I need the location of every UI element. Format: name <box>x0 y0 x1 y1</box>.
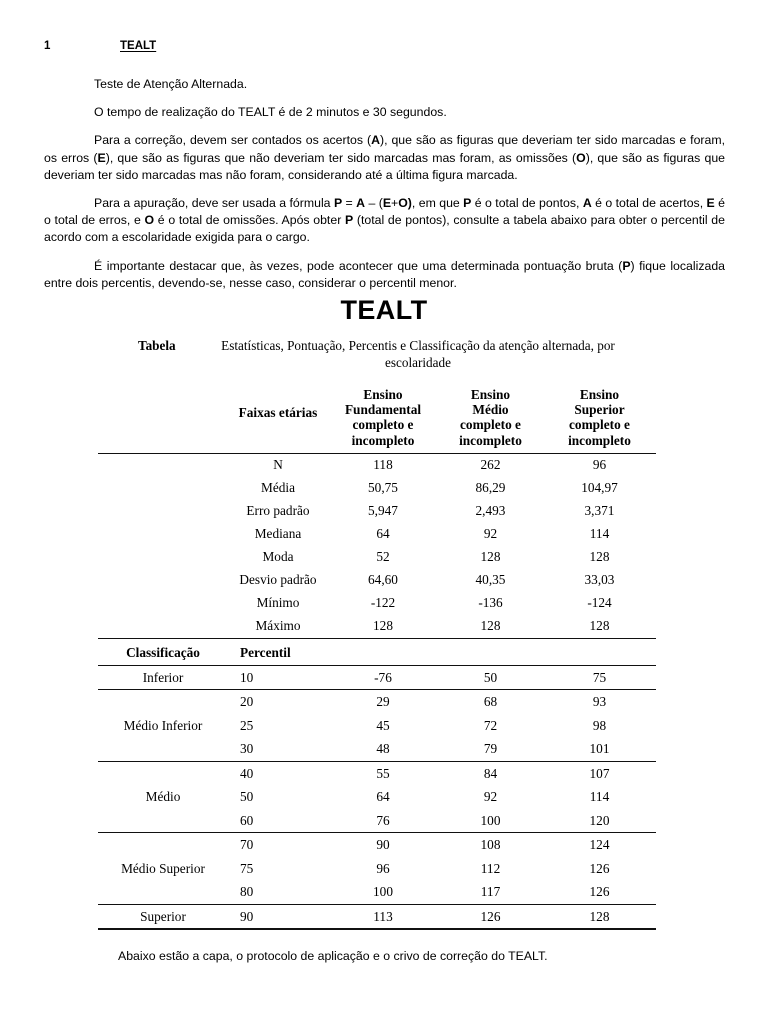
pct-value-fundamental: -76 <box>328 665 438 690</box>
stat-value-superior: 128 <box>589 549 610 565</box>
percentil-value: 75 <box>240 860 254 876</box>
classification-header-row <box>98 638 656 665</box>
stat-label: N <box>228 453 328 477</box>
header-faixas-etarias: Faixas etárias <box>238 405 318 421</box>
page-number: 1 <box>44 40 51 52</box>
table-row <box>98 833 656 857</box>
stat-value-superior: 33,03 <box>584 572 615 588</box>
pct-value-superior: 101 <box>589 741 610 757</box>
pct-value-superior: 107 <box>543 761 656 785</box>
percentil-value: 70 <box>228 833 328 857</box>
pct-value-medio: 92 <box>483 789 498 805</box>
stat-blank <box>98 546 228 569</box>
pct-value-superior: 128 <box>543 904 656 929</box>
stat-label: Mínimo <box>256 595 300 611</box>
header-ensino-medio: Ensino Médio completo e incompleto <box>459 387 522 448</box>
stat-label: Desvio padrão <box>239 572 317 588</box>
classification-label: Médio Superior <box>98 833 228 905</box>
classification-label: Médio <box>98 761 228 833</box>
percentil-value: 40 <box>228 761 328 785</box>
table-row <box>98 500 656 523</box>
stat-label: Moda <box>262 549 294 565</box>
stat-value-fundamental: 128 <box>373 618 393 634</box>
pct-value-superior: 93 <box>543 690 656 714</box>
stat-value-superior: 96 <box>543 453 656 477</box>
stat-blank <box>98 592 228 615</box>
percentil-value: 90 <box>228 904 328 929</box>
classhdr-blank-3 <box>543 638 656 665</box>
paragraph: Para a correção, devem ser contados os acertos (A), que são as figuras que deveriam ter sido marcadas e foram, os erros (E), que são as figuras que não deveriam ter sido marcadas mas foram, as omissões (O), que são as figuras que deveriam ter sido marcadas mas não foram, considerando até a última figura marcada. <box>44 133 726 182</box>
stat-value-medio: 86,29 <box>475 480 506 496</box>
stat-blank <box>98 500 228 523</box>
paragraph: O tempo de realização do TEALT é de 2 minutos e 30 segundos. <box>94 105 447 120</box>
table-row <box>98 477 656 500</box>
stat-value-superior: 128 <box>589 618 610 634</box>
table-row <box>98 546 656 569</box>
stat-value-fundamental: 64,60 <box>368 572 398 588</box>
stat-value-fundamental: 50,75 <box>368 480 398 496</box>
table-row <box>98 665 656 690</box>
pct-value-medio: 100 <box>480 812 501 828</box>
table-row <box>98 592 656 615</box>
pct-value-medio: 68 <box>438 690 543 714</box>
page-title: TEALT <box>340 295 428 325</box>
statistics-table <box>98 381 656 930</box>
pct-value-fundamental: 45 <box>376 717 390 733</box>
pct-value-fundamental: 100 <box>373 884 393 900</box>
pct-value-fundamental: 96 <box>376 860 390 876</box>
pct-value-fundamental: 64 <box>376 789 390 805</box>
pct-value-medio: 112 <box>480 860 501 876</box>
body-paragraphs <box>44 76 725 292</box>
stat-blank <box>98 569 228 592</box>
pct-value-fundamental: 48 <box>376 741 390 757</box>
stat-value-medio: -136 <box>478 595 503 611</box>
pct-value-superior: 124 <box>543 833 656 857</box>
percentil-value: 80 <box>240 884 254 900</box>
stat-value-medio: 2,493 <box>475 503 506 519</box>
pct-value-fundamental: 55 <box>328 761 438 785</box>
document-header <box>44 40 724 58</box>
pct-value-medio: 108 <box>438 833 543 857</box>
pct-value-medio: 84 <box>438 761 543 785</box>
paragraph: É importante destacar que, às vezes, pode acontecer que uma determinada pontuação bruta (P) fique localizada entre dois percentis, devendo-se, nesse caso, considerar o percentil menor. <box>44 258 726 290</box>
stat-value-fundamental: 5,947 <box>368 503 398 519</box>
percentil-value: 30 <box>240 741 254 757</box>
pct-value-fundamental: 90 <box>328 833 438 857</box>
pct-value-medio: 79 <box>483 741 498 757</box>
pct-value-medio: 72 <box>483 717 498 733</box>
stat-label: Erro padrão <box>246 503 310 519</box>
header-ensino-superior: Ensino Superior completo e incompleto <box>568 387 631 448</box>
paragraph: Para a apuração, deve ser usada a fórmula P = A – (E+O), em que P é o total de pontos, A é o total de acertos, E é o total de erros, e O é o total de omissões. Após obter P (total de pontos), consulte a tabela abaixo para obter o percentil de acordo com a escolaridade exigida para o cargo. <box>44 196 726 245</box>
pct-value-medio: 117 <box>480 884 501 900</box>
percentil-value: 20 <box>228 690 328 714</box>
pct-value-superior: 75 <box>543 665 656 690</box>
table-row <box>98 569 656 592</box>
pct-value-superior: 120 <box>589 812 610 828</box>
stat-label: Média <box>261 480 295 496</box>
table-row <box>98 761 656 785</box>
stat-value-fundamental: 64 <box>376 526 390 542</box>
header-ensino-fundamental: Ensino Fundamental completo e incompleto <box>344 387 422 448</box>
stat-value-medio: 262 <box>438 453 543 477</box>
stat-blank <box>98 477 228 500</box>
table-row <box>98 523 656 546</box>
percentil-header: Percentil <box>228 638 328 665</box>
caption-label: Tabela <box>138 338 176 353</box>
stat-blank <box>98 615 228 639</box>
percentil-value: 10 <box>228 665 328 690</box>
classification-label: Inferior <box>98 665 228 690</box>
table-row <box>98 615 656 639</box>
stat-value-superior: 3,371 <box>584 503 615 519</box>
stat-blank <box>98 453 228 477</box>
stat-value-fundamental: 52 <box>376 549 390 565</box>
stat-value-superior: 114 <box>589 526 610 542</box>
stat-label: Mediana <box>254 526 302 542</box>
stat-value-superior: -124 <box>587 595 612 611</box>
stat-value-medio: 128 <box>480 549 501 565</box>
table-caption <box>98 337 658 371</box>
pct-value-superior: 114 <box>589 789 610 805</box>
classificacao-header: Classificação <box>98 638 228 665</box>
stat-value-medio: 92 <box>483 526 498 542</box>
pct-value-superior: 98 <box>592 717 607 733</box>
stat-value-medio: 40,35 <box>475 572 506 588</box>
classification-label: Superior <box>98 904 228 929</box>
stat-value-fundamental: 118 <box>328 453 438 477</box>
pct-value-fundamental: 113 <box>328 904 438 929</box>
paragraph: Teste de Atenção Alternada. <box>94 77 248 91</box>
table-row <box>98 453 656 477</box>
pct-value-superior: 126 <box>589 884 610 900</box>
stat-value-fundamental: -122 <box>370 595 396 611</box>
stat-label: Máximo <box>255 618 301 634</box>
footer-note: Abaixo estão a capa, o protocolo de aplicação e o crivo de correção do TEALT. <box>118 949 548 963</box>
stat-blank <box>98 523 228 546</box>
stat-value-medio: 128 <box>480 618 501 634</box>
pct-value-medio: 50 <box>438 665 543 690</box>
pct-value-medio: 126 <box>438 904 543 929</box>
classhdr-blank-2 <box>438 638 543 665</box>
percentil-value: 50 <box>240 789 254 805</box>
table-row <box>98 904 656 929</box>
table-row <box>98 690 656 714</box>
pct-value-fundamental: 76 <box>376 812 390 828</box>
percentil-value: 25 <box>240 717 254 733</box>
stat-value-superior: 104,97 <box>581 480 618 496</box>
table-header-row <box>98 381 656 453</box>
classhdr-blank-1 <box>328 638 438 665</box>
classification-label: Médio Inferior <box>98 690 228 762</box>
caption-text: Estatísticas, Pontuação, Percentis e Classificação da atenção alternada, por escolaridade <box>221 338 615 370</box>
header-title: TEALT <box>120 40 157 52</box>
pct-value-superior: 126 <box>589 860 610 876</box>
pct-value-fundamental: 29 <box>328 690 438 714</box>
percentil-value: 60 <box>240 812 254 828</box>
header-blank <box>98 381 228 453</box>
